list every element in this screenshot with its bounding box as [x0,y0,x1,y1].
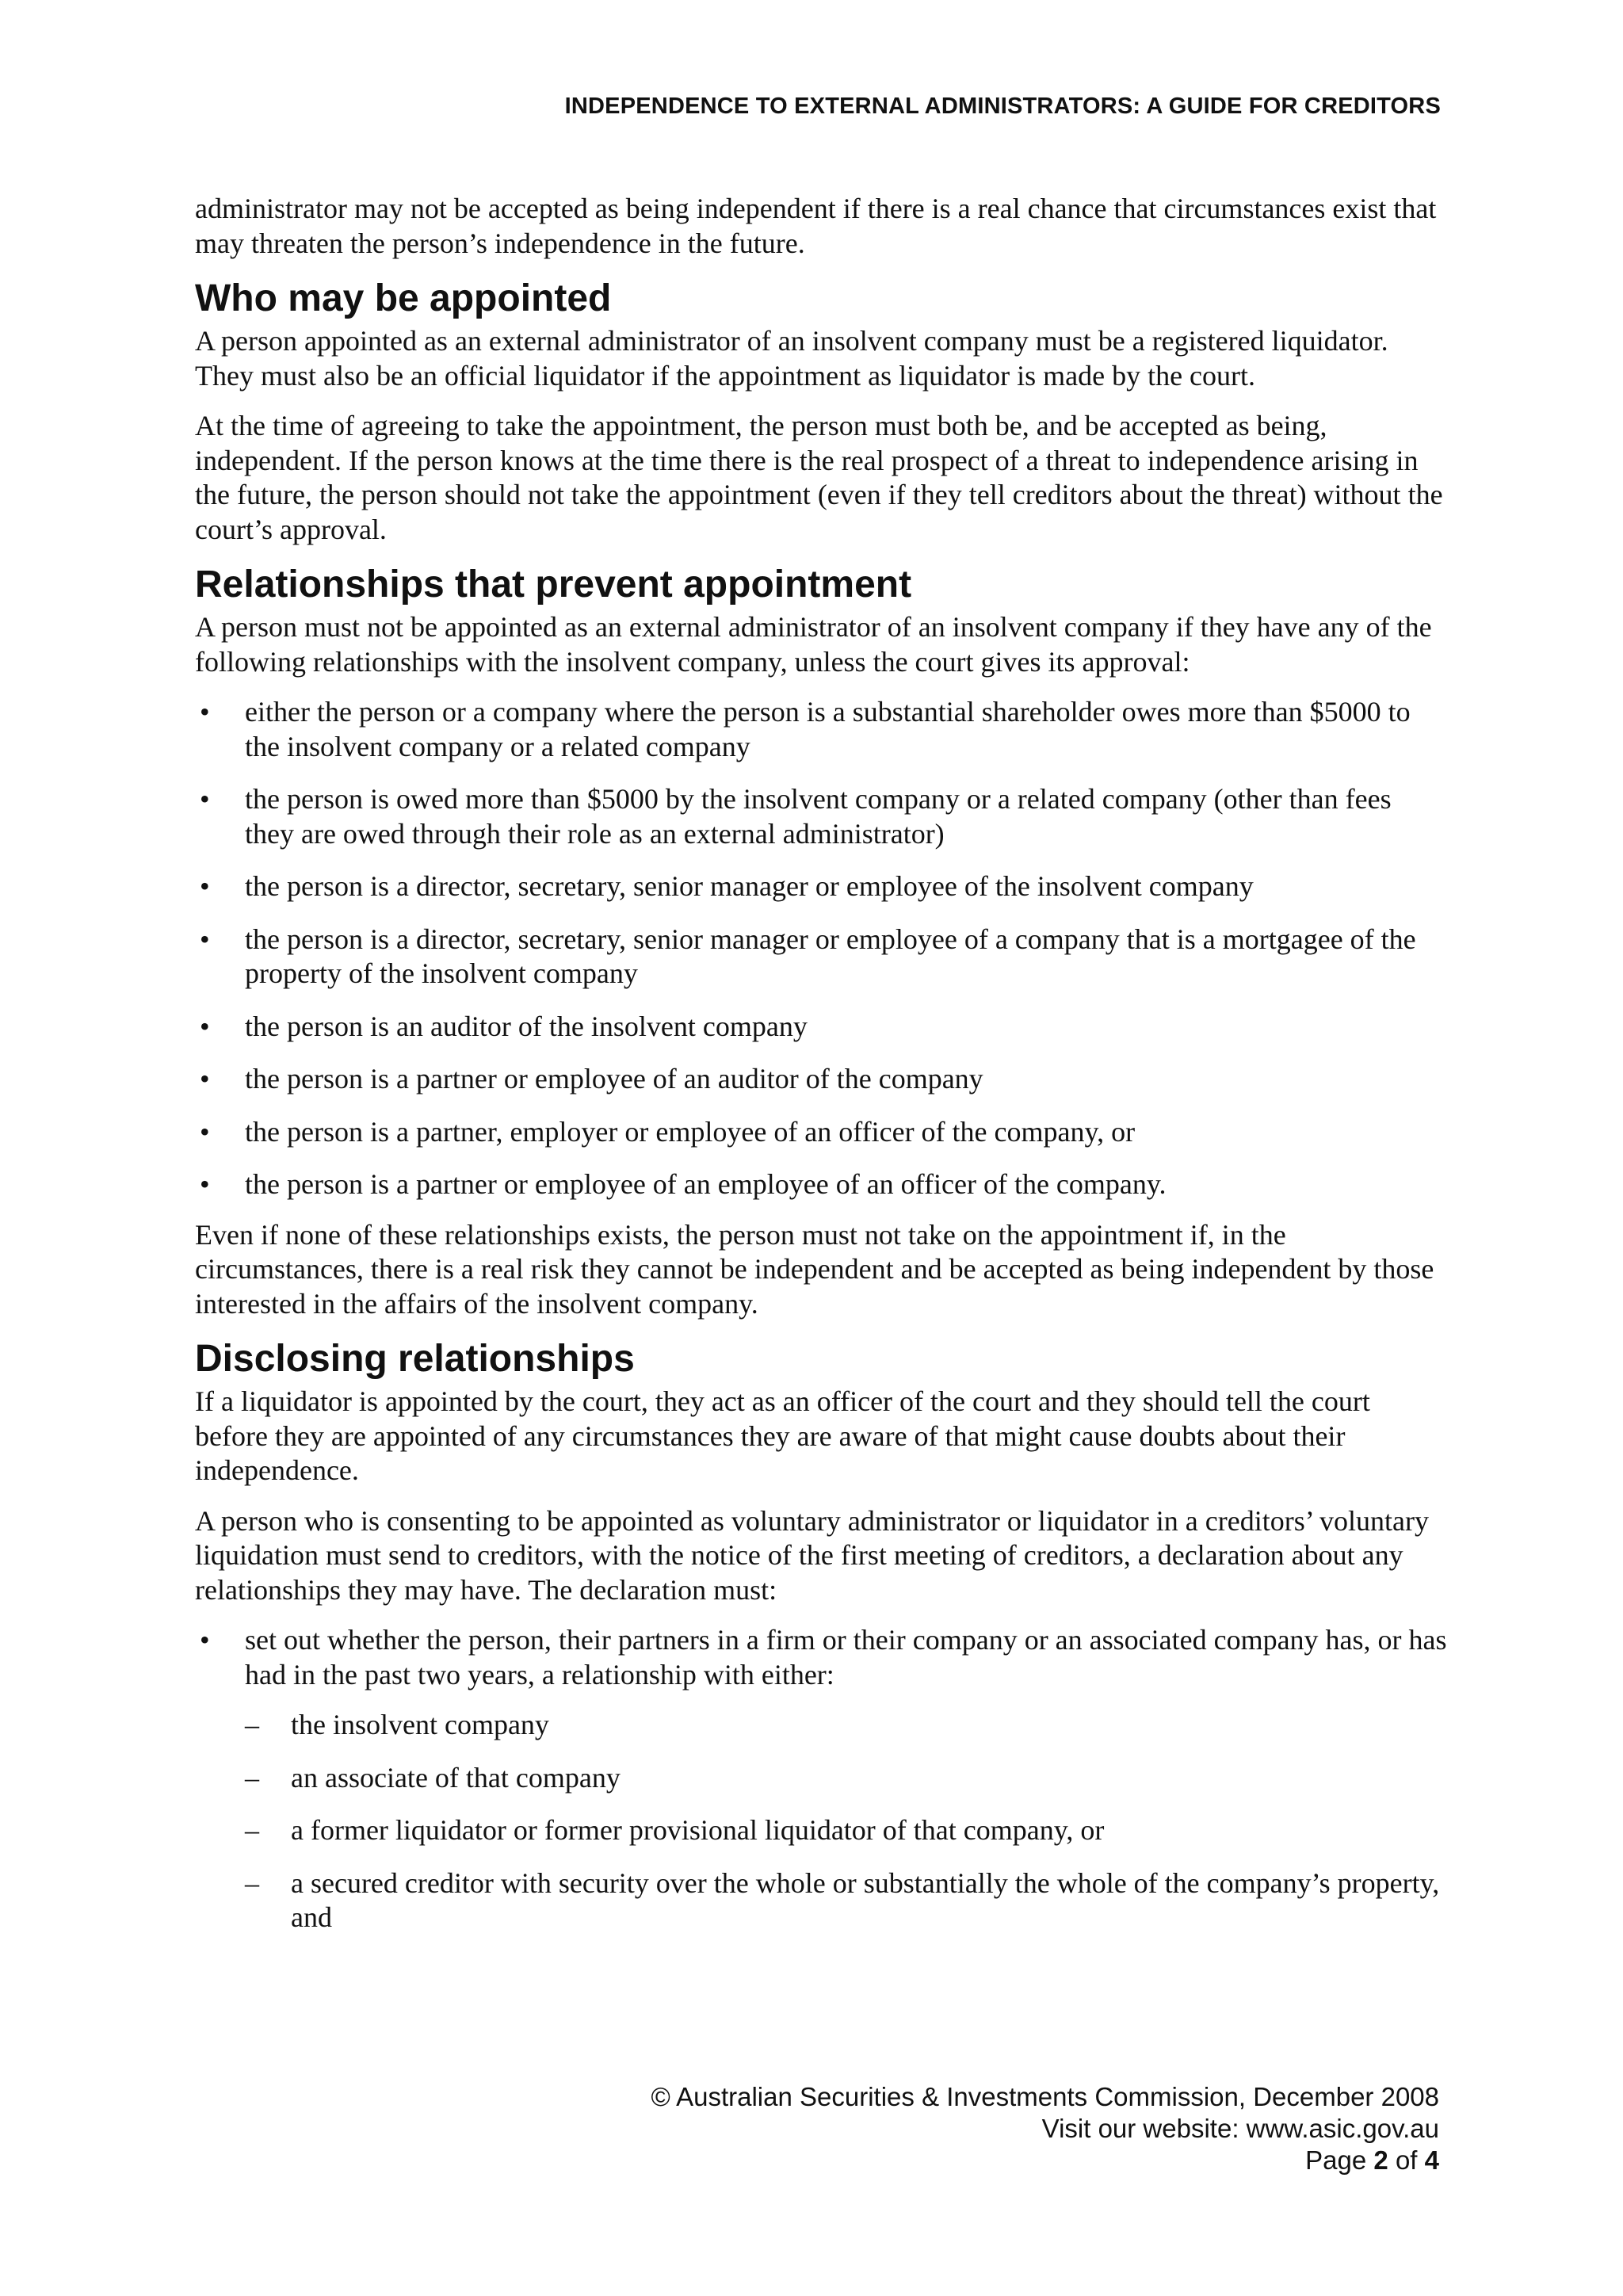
list-item [195,1115,1447,1150]
document-body [195,192,1447,1954]
paragraph: At the time of agreeing to take the appointment, the person must both be, and be accepted as being, independent. If the person knows at the time there is the real prospect of a threat to independence arising in the future, the person should not take the appointment (even if they tell creditors about the threat) without the court’s approval. [195,410,1443,545]
page-indicator [651,2145,1439,2176]
sub-list-item-text: an associate of that company [291,1761,621,1794]
sub-list-item [245,1761,1447,1796]
bullet-glyph: • [200,870,210,902]
list-item [195,869,1447,904]
dash-glyph: – [245,1866,259,1899]
heading-who-may-be-appointed: Who may be appointed [195,277,612,319]
dash-glyph: – [245,1709,259,1740]
sub-list-item [245,1866,1447,1935]
sub-list-item-text: a secured creditor with security over the whole or substantially the whole of the company’s property, and [291,1866,1440,1933]
bullet-glyph: • [200,1168,210,1200]
list-item-text: the person is owed more than $5000 by the insolvent company or a related company (other than fees they are owed through their role as an external administrator) [245,783,1392,850]
bullet-glyph: • [200,1624,210,1656]
bullet-glyph: • [200,696,210,728]
sub-list-item [245,1813,1447,1848]
heading-relationships-prevent-appointment: Relationships that prevent appointment [195,563,912,606]
page-prefix: Page [1305,2145,1374,2175]
paragraph: A person must not be appointed as an external administrator of an insolvent company if they have any of the following relationships with the insolvent company, unless the court gives its approval: [195,611,1432,678]
relationships-list [195,695,1447,1202]
sub-list-item-text: a former liquidator or former provisional liquidator of that company, or [291,1814,1105,1846]
website-notice: Visit our website: www.asic.gov.au [1041,2114,1439,2143]
page-total: 4 [1424,2145,1439,2175]
relationship-parties-list [245,1708,1447,1935]
list-item-text: the person is a director, secretary, senior manager or employee of a company that is a mortgagee of the property of the insolvent company [245,923,1416,989]
page-footer [651,2081,1439,2176]
declaration-list [195,1623,1447,1935]
bullet-glyph: • [200,1063,210,1095]
dash-glyph: – [245,1761,259,1794]
bullet-glyph: • [200,1115,210,1148]
bullet-glyph: • [200,1010,210,1042]
page-of: of [1388,2145,1425,2175]
list-item-text: the person is a partner, employer or employee of an officer of the company, or [245,1115,1136,1148]
intro-paragraph: administrator may not be accepted as being independent if there is a real chance that circumstances exist that may threaten the person’s independence in the future. [195,193,1437,259]
list-item [195,1010,1447,1045]
list-item-text: the person is a partner or employee of an employee of an officer of the company. [245,1168,1167,1200]
paragraph: A person who is consenting to be appointed as voluntary administrator or liquidator in a creditors’ voluntary liquidation must send to creditors, with the notice of the first meeting of creditors, a declaration about any relationships they may have. The declaration must: [195,1504,1429,1606]
list-item [195,1623,1447,1935]
list-item [195,1167,1447,1202]
paragraph: If a liquidator is appointed by the court, they act as an officer of the court and they should tell the court before they are appointed of any circumstances they are aware of that might cause doubts about their independence. [195,1385,1370,1486]
running-header: INDEPENDENCE TO EXTERNAL ADMINISTRATORS: A GUIDE FOR CREDITORS [564,94,1441,119]
paragraph: Even if none of these relationships exists, the person must not take on the appointment if, in the circumstances, there is a real risk they cannot be independent and be accepted as being independent by those interested in the affairs of the insolvent company. [195,1218,1434,1320]
list-item-text: set out whether the person, their partners in a firm or their company or an associated company has, or has had in the past two years, a relationship with either: [245,1624,1447,1690]
copyright-notice: © Australian Securities & Investments Commission, December 2008 [651,2082,1439,2111]
list-item [195,1062,1447,1097]
list-item [195,923,1447,991]
list-item-text: the person is an auditor of the insolvent company [245,1010,808,1042]
sub-list-item [245,1708,1447,1743]
list-item [195,695,1447,764]
paragraph: A person appointed as an external administrator of an insolvent company must be a registered liquidator. They must also be an official liquidator if the appointment as liquidator is made by the court. [195,325,1388,392]
list-item-text: either the person or a company where the person is a substantial shareholder owes more than $5000 to the insolvent company or a related company [245,696,1411,762]
dash-glyph: – [245,1814,259,1846]
bullet-glyph: • [200,783,210,815]
list-item-text: the person is a partner or employee of an auditor of the company [245,1063,983,1095]
bullet-glyph: • [200,923,210,955]
page-number: 2 [1373,2145,1388,2175]
sub-list-item-text: the insolvent company [291,1709,549,1740]
list-item-text: the person is a director, secretary, senior manager or employee of the insolvent company [245,870,1254,902]
list-item [195,782,1447,851]
heading-disclosing-relationships: Disclosing relationships [195,1338,635,1380]
